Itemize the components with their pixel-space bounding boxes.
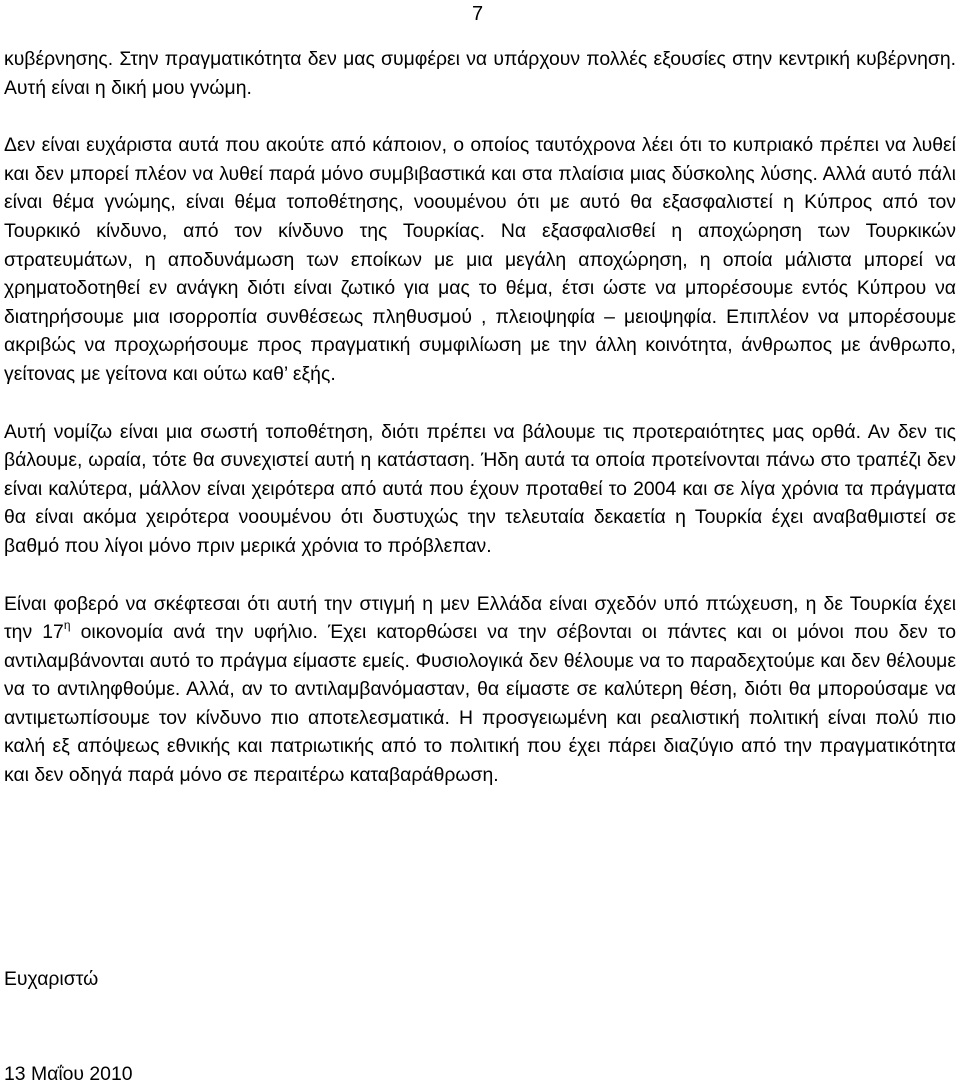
paragraph-1: κυβέρνησης. Στην πραγματικότητα δεν μας συμφέρει να υπάρχουν πολλές εξουσίες στην κεντρική κυβέρνηση. Αυτή είναι η δική μου γνώμη. bbox=[4, 48, 956, 99]
paragraph-4-text-start: Είναι φοβερό να σκέφτεσαι ότι αυτή την στιγμή η μεν Ελλάδα είναι σχεδόν υπό πτώχευση, η δε Τουρκία έχει την 17 bbox=[4, 592, 956, 644]
paragraph-4 bbox=[4, 590, 956, 790]
paragraph-4-text-end: οικονομία ανά την υφήλιο. Έχει κατορθώσει να την σέβονται οι πάντες και οι μόνοι που δεν το αντιλαμβάνονται αυτό το πράγμα είμαστε εμείς. Φυσιολογικά δεν θέλουμε να το παραδεχτούμε και δεν θέλουμε να το αντιληφθούμε. Αλλά, αν το αντιλαμβανόμασταν, θα είμαστε σε καλύτερη θέση, διότι θα μπορούσαμε να αντιμετωπίσουμε τον κίνδυνο πιο αποτελεσματικά. Η προσγειωμένη και ρεαλιστική πολιτική είναι πολύ πιο καλή εξ απόψεως εθνικής και πατριωτικής από το πολιτική που έχει πάρει διαζύγιο από την πραγματικότητα και δεν οδηγά παρά μόνο σε περαιτέρω καταβαράθρωση. bbox=[4, 621, 956, 787]
ordinal-superscript: η bbox=[63, 618, 71, 633]
document-body bbox=[4, 45, 956, 790]
document-date: 13 Μαΐου 2010 bbox=[4, 1063, 133, 1085]
closing-thanks: Ευχαριστώ bbox=[4, 968, 99, 990]
paragraph-3: Αυτή νομίζω είναι μια σωστή τοποθέτηση, διότι πρέπει να βάλουμε τις προτεραιότητες μας ορθά. Αν δεν τις βάλουμε, ωραία, τότε θα συνεχιστεί αυτή η κατάσταση. Ήδη αυτά τα οποία προτείνονται πάνω στο τραπέζι δεν είναι καλύτερα, μάλλον είναι χειρότερα από αυτά που έχουν προταθεί το 2004 και σε λίγα χρόνια τα πράγματα θα είναι ακόμα χειρότερα νοουμένου ότι δυστυχώς την τελευταία δεκαετία η Τουρκία έχει αναβαθμιστεί σε βαθμό που λίγοι μόνο πριν μερικά χρόνια το πρόβλεπαν. bbox=[4, 420, 956, 557]
page-number: 7 bbox=[472, 3, 484, 25]
paragraph-2: Δεν είναι ευχάριστα αυτά που ακούτε από κάποιον, ο οποίος ταυτόχρονα λέει ότι το κυπριακό πρέπει να λυθεί και δεν μπορεί πλέον να λυθεί παρά μόνο συμβιβαστικά και στα πλαίσια μιας δύσκολης λύσης. Αλλά αυτό πάλι είναι θέμα γνώμης, είναι θέμα τοποθέτησης, νοουμένου ότι με αυτό θα εξασφαλιστεί η Κύπρος από τον Τουρκικό κίνδυνο, από τον κίνδυνο της Τουρκίας. Να εξασφαλισθεί η αποχώρηση των Τουρκικών στρατευμάτων, η αποδυνάμωση των εποίκων με μια μεγάλη αποχώρηση, η οποία μάλιστα μπορεί να χρηματοδοτηθεί εν ανάγκη διότι είναι ζωτικό για μας το θέμα, έτσι ώστε να μπορέσουμε εντός Κύπρου να διατηρήσουμε μια ισορροπία συνθέσεως πληθυσμού , πλειοψηφία – μειοψηφία. Επιπλέον να μπορέσουμε ακριβώς να προχωρήσουμε προς πραγματική συμφιλίωση με την άλλη κοινότητα, άνθρωπος με άνθρωπο, γείτονας με γείτονα και ούτω καθ’ εξής. bbox=[4, 134, 956, 385]
